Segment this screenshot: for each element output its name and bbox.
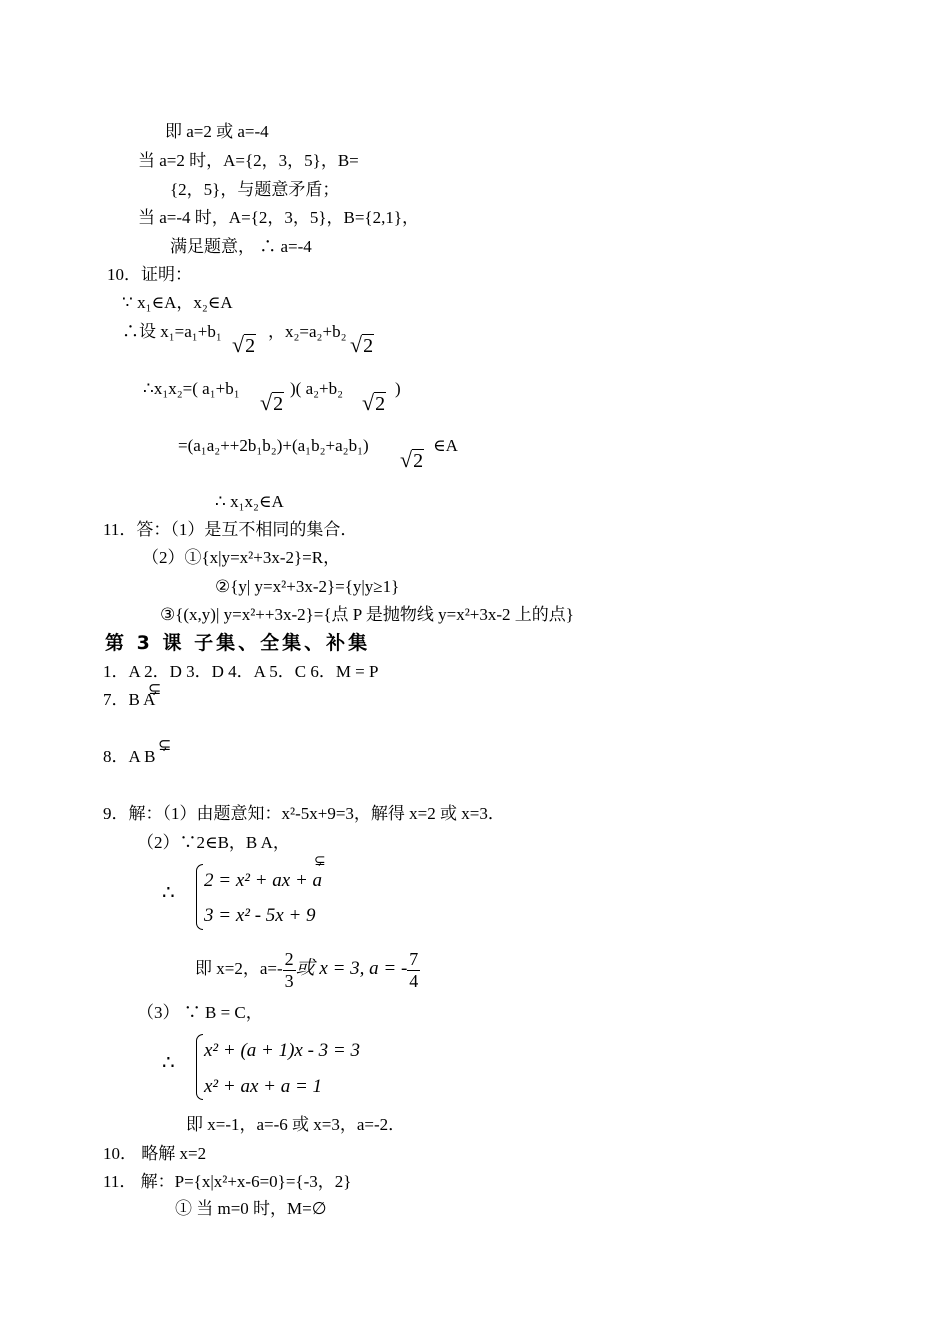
sqrt-2: √2 bbox=[232, 332, 256, 357]
equation-brace bbox=[196, 1034, 203, 1100]
answer-line: 7．B A bbox=[103, 690, 156, 709]
text-line: )( a₂+b₂ bbox=[290, 379, 344, 398]
text-line: ) bbox=[395, 379, 401, 398]
text-line: 9．解：（1）由题意知：x²-5x+9=3，解得 x=2 或 x=3． bbox=[103, 804, 505, 823]
subset-neq-symbol: ⊊ bbox=[314, 854, 326, 869]
equation: x² + ax + a = 1 bbox=[204, 1076, 323, 1097]
text-line: ① 当 m=0 时，M=∅ bbox=[175, 1199, 327, 1218]
text-line: 当 a=-4 时，A={2，3，5}，B={2,1}， bbox=[138, 208, 419, 227]
sqrt-2: √2 bbox=[400, 447, 424, 472]
text-line: （3） ∵ B = C， bbox=[137, 1003, 263, 1022]
text-line: {2，5}，与题意矛盾； bbox=[170, 180, 340, 199]
text-line: （2）①{x|y=x²+3x-2}=R， bbox=[142, 548, 341, 567]
equation: x² + (a + 1)x - 3 = 3 bbox=[204, 1040, 361, 1061]
section-heading: 第 3 课 子集、全集、补集 bbox=[105, 632, 371, 654]
text-line: ③{(x,y)| y=x²++3x-2}={点 P 是抛物线 y=x²+3x-2 上的点} bbox=[160, 605, 574, 624]
text-line: 满足题意， ∴ a=-4 bbox=[170, 237, 312, 256]
text-line: ∴ x₁x₂∈A bbox=[215, 492, 284, 511]
text-line: ∴设 x₁=a₁+b₁ bbox=[122, 322, 222, 341]
fraction: $\frac{2}{3}$ bbox=[284, 948, 294, 991]
fraction: $\frac{7}{4}$ bbox=[409, 948, 419, 991]
equation: 2 = x² + ax + a bbox=[204, 870, 323, 891]
text-line: ，x₂=a₂+b₂ bbox=[268, 322, 347, 341]
text-line: ∈A bbox=[433, 436, 458, 455]
sqrt-2: √2 bbox=[260, 390, 284, 415]
sqrt-2: √2 bbox=[350, 332, 374, 357]
text-line: 当 a=2 时，A={2，3，5}，B= bbox=[138, 151, 359, 170]
text-line: 即 a=2 或 a=-4 bbox=[165, 122, 269, 141]
text-line: ②{y| y=x²+3x-2}={y|y≥1} bbox=[215, 577, 400, 596]
text-line: 即 x=-1，a=-6 或 x=3，a=-2． bbox=[186, 1115, 406, 1134]
therefore-symbol: ∴ bbox=[162, 1052, 175, 1074]
text-line: （2）∵2∈B，B A， bbox=[137, 833, 290, 852]
text-line: 10． 略解 x=2 bbox=[103, 1144, 207, 1163]
equation-brace bbox=[196, 864, 203, 930]
equation: 3 = x² - 5x + 9 bbox=[204, 905, 316, 926]
answer-line: 1．A 2．D 3．D 4．A 5．C 6．M = P bbox=[103, 662, 379, 681]
text-line: ∵ x₁∈A，x₂∈A bbox=[122, 293, 233, 312]
subset-neq-symbol: ⊊ bbox=[148, 681, 162, 698]
question-11-heading: 11．答：（1）是互不相同的集合． bbox=[103, 520, 358, 539]
answer-line: 8．A B bbox=[103, 747, 156, 766]
text-line: 11． 解：P={x|x²+x-6=0}={-3，2} bbox=[103, 1172, 352, 1191]
text-line: ∴x₁x₂=( a₁+b₁ bbox=[143, 379, 240, 398]
text-line: 即 x=2，a=- $\frac{2}{3}$ 或 x = 3, a = - $\frac{7}{4}$ bbox=[195, 948, 419, 991]
question-10-heading: 10．证明： bbox=[107, 265, 192, 284]
therefore-symbol: ∴ bbox=[162, 882, 175, 904]
subset-neq-symbol: ⊊ bbox=[158, 737, 172, 754]
text-line: =(a₁a₂++2b₁b₂)+(a₁b₂+a₂b₁) bbox=[178, 436, 369, 455]
sqrt-2: √2 bbox=[362, 390, 386, 415]
